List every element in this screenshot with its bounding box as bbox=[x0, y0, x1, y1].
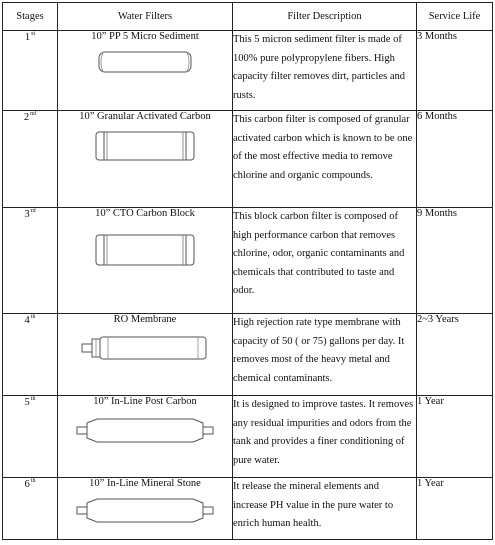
service-life-cell: 1 Year bbox=[417, 396, 493, 478]
description-cell: This block carbon filter is composed of high performance carbon that removes chlorine, odor, organic contaminants and chemicals that contributed to taste and odor. bbox=[233, 208, 417, 314]
filter-name: 10” Granular Activated Carbon bbox=[79, 111, 211, 122]
stage-number: 6 bbox=[24, 479, 30, 490]
carbon-cartridge-icon bbox=[90, 122, 200, 172]
stage-ordinal-suffix: th bbox=[30, 396, 36, 402]
header-stages: Stages bbox=[3, 3, 58, 31]
ro-membrane-icon bbox=[80, 325, 210, 371]
description-cell: It is designed to improve tastes. It removes any residual impurities and odors from the tank and provides a finer conditioning of pure water. bbox=[233, 396, 417, 478]
filter-cell bbox=[58, 31, 233, 111]
filter-cell bbox=[58, 478, 233, 540]
table-row bbox=[3, 31, 493, 111]
service-life-cell: 3 Months bbox=[417, 31, 493, 111]
stage-ordinal-suffix: nd bbox=[30, 111, 37, 117]
stage-cell bbox=[3, 478, 58, 540]
sediment-cartridge-icon bbox=[95, 42, 195, 78]
header-water-filters: Water Filters bbox=[58, 3, 233, 31]
stage-cell bbox=[3, 111, 58, 208]
stage-cell bbox=[3, 31, 58, 111]
filter-stages-table bbox=[2, 2, 493, 540]
stage-ordinal-suffix: st bbox=[31, 31, 36, 37]
stage-ordinal-suffix: rd bbox=[30, 208, 36, 214]
table-row bbox=[3, 111, 493, 208]
table-row bbox=[3, 208, 493, 314]
description-cell: High rejection rate type membrane with capacity of 50 ( or 75) gallons per day. It removes most of the heavy metal and chemical contaminants. bbox=[233, 314, 417, 396]
filter-name: RO Membrane bbox=[113, 314, 177, 325]
stage-number: 1 bbox=[24, 32, 31, 43]
description-cell: This carbon filter is composed of granular activated carbon which is known to be one of the most effective media to remove chlorine and organic compounds. bbox=[233, 111, 417, 208]
filter-name: 10” PP 5 Micro Sediment bbox=[91, 31, 199, 42]
filter-name: 10” In-Line Post Carbon bbox=[93, 396, 197, 407]
description-cell: This 5 micron sediment filter is made of 100% pure polypropylene fibers. High capacity filter removes dirt, particles and rusts. bbox=[233, 31, 417, 111]
stage-cell bbox=[3, 208, 58, 314]
stage-ordinal-suffix: th bbox=[30, 314, 36, 320]
stage-ordinal-suffix: th bbox=[30, 478, 36, 484]
stage-cell bbox=[3, 396, 58, 478]
filter-cell bbox=[58, 314, 233, 396]
stage-number: 5 bbox=[24, 397, 30, 408]
carbon-block-cartridge-icon bbox=[90, 219, 200, 279]
table-row bbox=[3, 478, 493, 540]
filter-name: 10” In-Line Mineral Stone bbox=[89, 478, 201, 489]
header-service-life: Service Life bbox=[417, 3, 493, 31]
stage-number: 3 bbox=[24, 209, 30, 220]
stage-number: 2 bbox=[23, 112, 30, 123]
service-life-cell: 1 Year bbox=[417, 478, 493, 540]
stage-number: 4 bbox=[24, 315, 30, 326]
service-life-cell: 2~3 Years bbox=[417, 314, 493, 396]
filter-cell bbox=[58, 396, 233, 478]
table-row bbox=[3, 396, 493, 478]
filter-cell bbox=[58, 208, 233, 314]
header-filter-description: Filter Description bbox=[233, 3, 417, 31]
filter-name: 10” CTO Carbon Block bbox=[95, 208, 195, 219]
inline-post-carbon-icon bbox=[75, 407, 215, 453]
stage-cell bbox=[3, 314, 58, 396]
description-cell: It release the mineral elements and increase PH value in the pure water to enrich human health. bbox=[233, 478, 417, 540]
table-header-row bbox=[3, 3, 493, 31]
filter-cell bbox=[58, 111, 233, 208]
table-row bbox=[3, 314, 493, 396]
inline-mineral-stone-icon bbox=[75, 489, 215, 529]
service-life-cell: 6 Months bbox=[417, 111, 493, 208]
service-life-cell: 9 Months bbox=[417, 208, 493, 314]
